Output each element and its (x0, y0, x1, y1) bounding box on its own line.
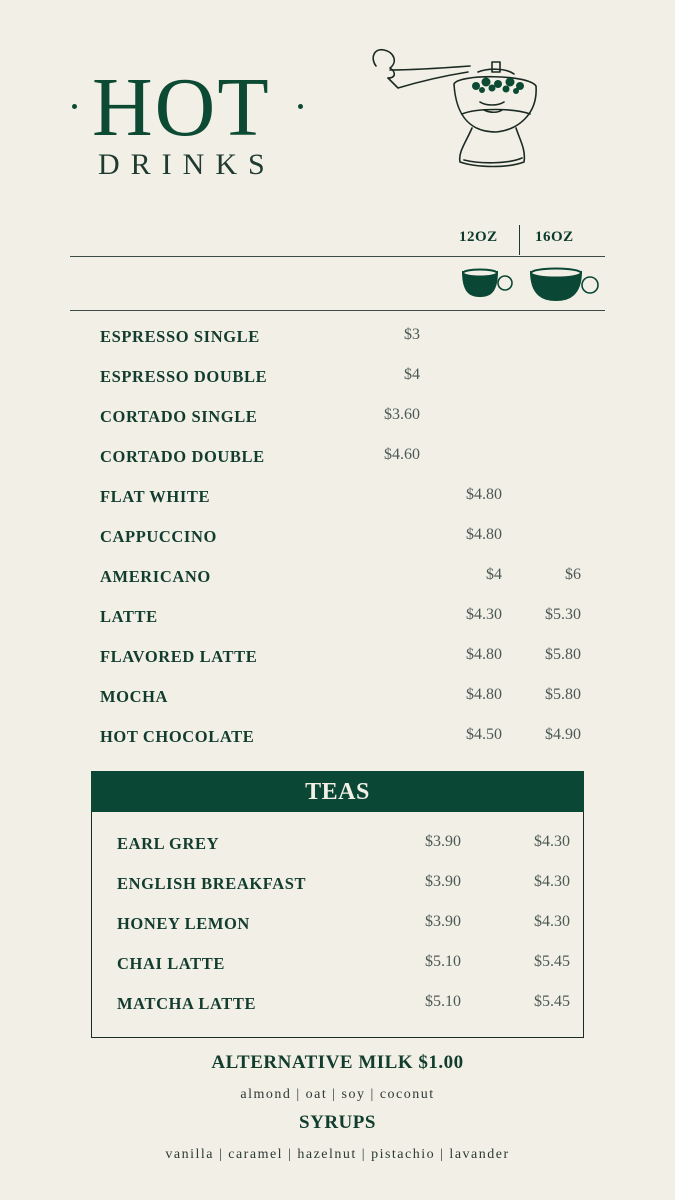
tea-price-12oz: $5.10 (425, 993, 461, 1010)
tea-item-name: CHAI LATTE (117, 954, 225, 973)
drink-price-12oz: $4.80 (466, 486, 502, 503)
drink-item-name: CAPPUCCINO (100, 527, 217, 546)
alternative-milk-title: ALTERNATIVE MILK $1.00 (211, 1052, 464, 1073)
drink-item-name: HOT CHOCOLATE (100, 727, 255, 746)
tea-price-16oz: $5.45 (534, 953, 570, 970)
large-cup-icon (528, 263, 600, 305)
drink-item-name: CORTADO SINGLE (100, 407, 258, 426)
drink-price-12oz: $4 (486, 566, 502, 583)
drink-price-16oz: $4.90 (545, 726, 581, 743)
drink-item-name: FLAVORED LATTE (100, 647, 258, 666)
page-title: HOT (92, 61, 271, 154)
small-cup-icon (460, 263, 516, 303)
tea-item-name: ENGLISH BREAKFAST (117, 874, 307, 893)
drink-item-name: FLAT WHITE (100, 487, 211, 506)
drink-price-12oz: $4.30 (466, 606, 502, 623)
tea-price-12oz: $3.90 (425, 913, 461, 930)
drink-item-name: AMERICANO (100, 567, 211, 586)
drink-price-16oz: $5.30 (545, 606, 581, 623)
drink-price-single: $3 (404, 326, 420, 343)
drink-price-12oz: $4.80 (466, 646, 502, 663)
title-dot-left (72, 104, 77, 109)
drink-price-single: $4 (404, 366, 420, 383)
title-dot-right (298, 104, 303, 109)
tea-item-name: HONEY LEMON (117, 914, 250, 933)
drink-price-16oz: $5.80 (545, 646, 581, 663)
header-divider-top (70, 256, 605, 257)
header-divider-bottom (70, 310, 605, 311)
size-label-16oz: 16OZ (535, 229, 574, 245)
tea-item-name: MATCHA LATTE (117, 994, 257, 1013)
syrups-options: vanilla | caramel | hazelnut | pistachio | lavander (165, 1147, 510, 1162)
page-subtitle: DRINKS (98, 148, 276, 181)
tea-price-16oz: $5.45 (534, 993, 570, 1010)
drink-price-12oz: $4.80 (466, 526, 502, 543)
tea-price-12oz: $3.90 (425, 833, 461, 850)
alternative-milk-options: almond | oat | soy | coconut (240, 1087, 435, 1102)
tea-item-name: EARL GREY (117, 834, 220, 853)
syrups-title: SYRUPS (299, 1112, 376, 1133)
drink-price-12oz: $4.50 (466, 726, 502, 743)
teas-title: TEAS (91, 771, 584, 812)
drink-item-name: ESPRESSO DOUBLE (100, 367, 268, 386)
drink-item-name: MOCHA (100, 687, 169, 706)
drink-price-12oz: $4.80 (466, 686, 502, 703)
drink-price-single: $3.60 (384, 406, 420, 423)
tea-price-16oz: $4.30 (534, 913, 570, 930)
tea-price-16oz: $4.30 (534, 833, 570, 850)
tea-price-12oz: $3.90 (425, 873, 461, 890)
drink-price-16oz: $5.80 (545, 686, 581, 703)
drink-item-name: LATTE (100, 607, 158, 626)
size-label-12oz: 12OZ (459, 229, 498, 245)
tea-price-12oz: $5.10 (425, 953, 461, 970)
tea-price-16oz: $4.30 (534, 873, 570, 890)
drink-item-name: ESPRESSO SINGLE (100, 327, 260, 346)
coffee-grinder-icon (368, 44, 548, 172)
size-divider (519, 225, 520, 255)
drink-price-single: $4.60 (384, 446, 420, 463)
drink-price-16oz: $6 (565, 566, 581, 583)
drink-item-name: CORTADO DOUBLE (100, 447, 265, 466)
